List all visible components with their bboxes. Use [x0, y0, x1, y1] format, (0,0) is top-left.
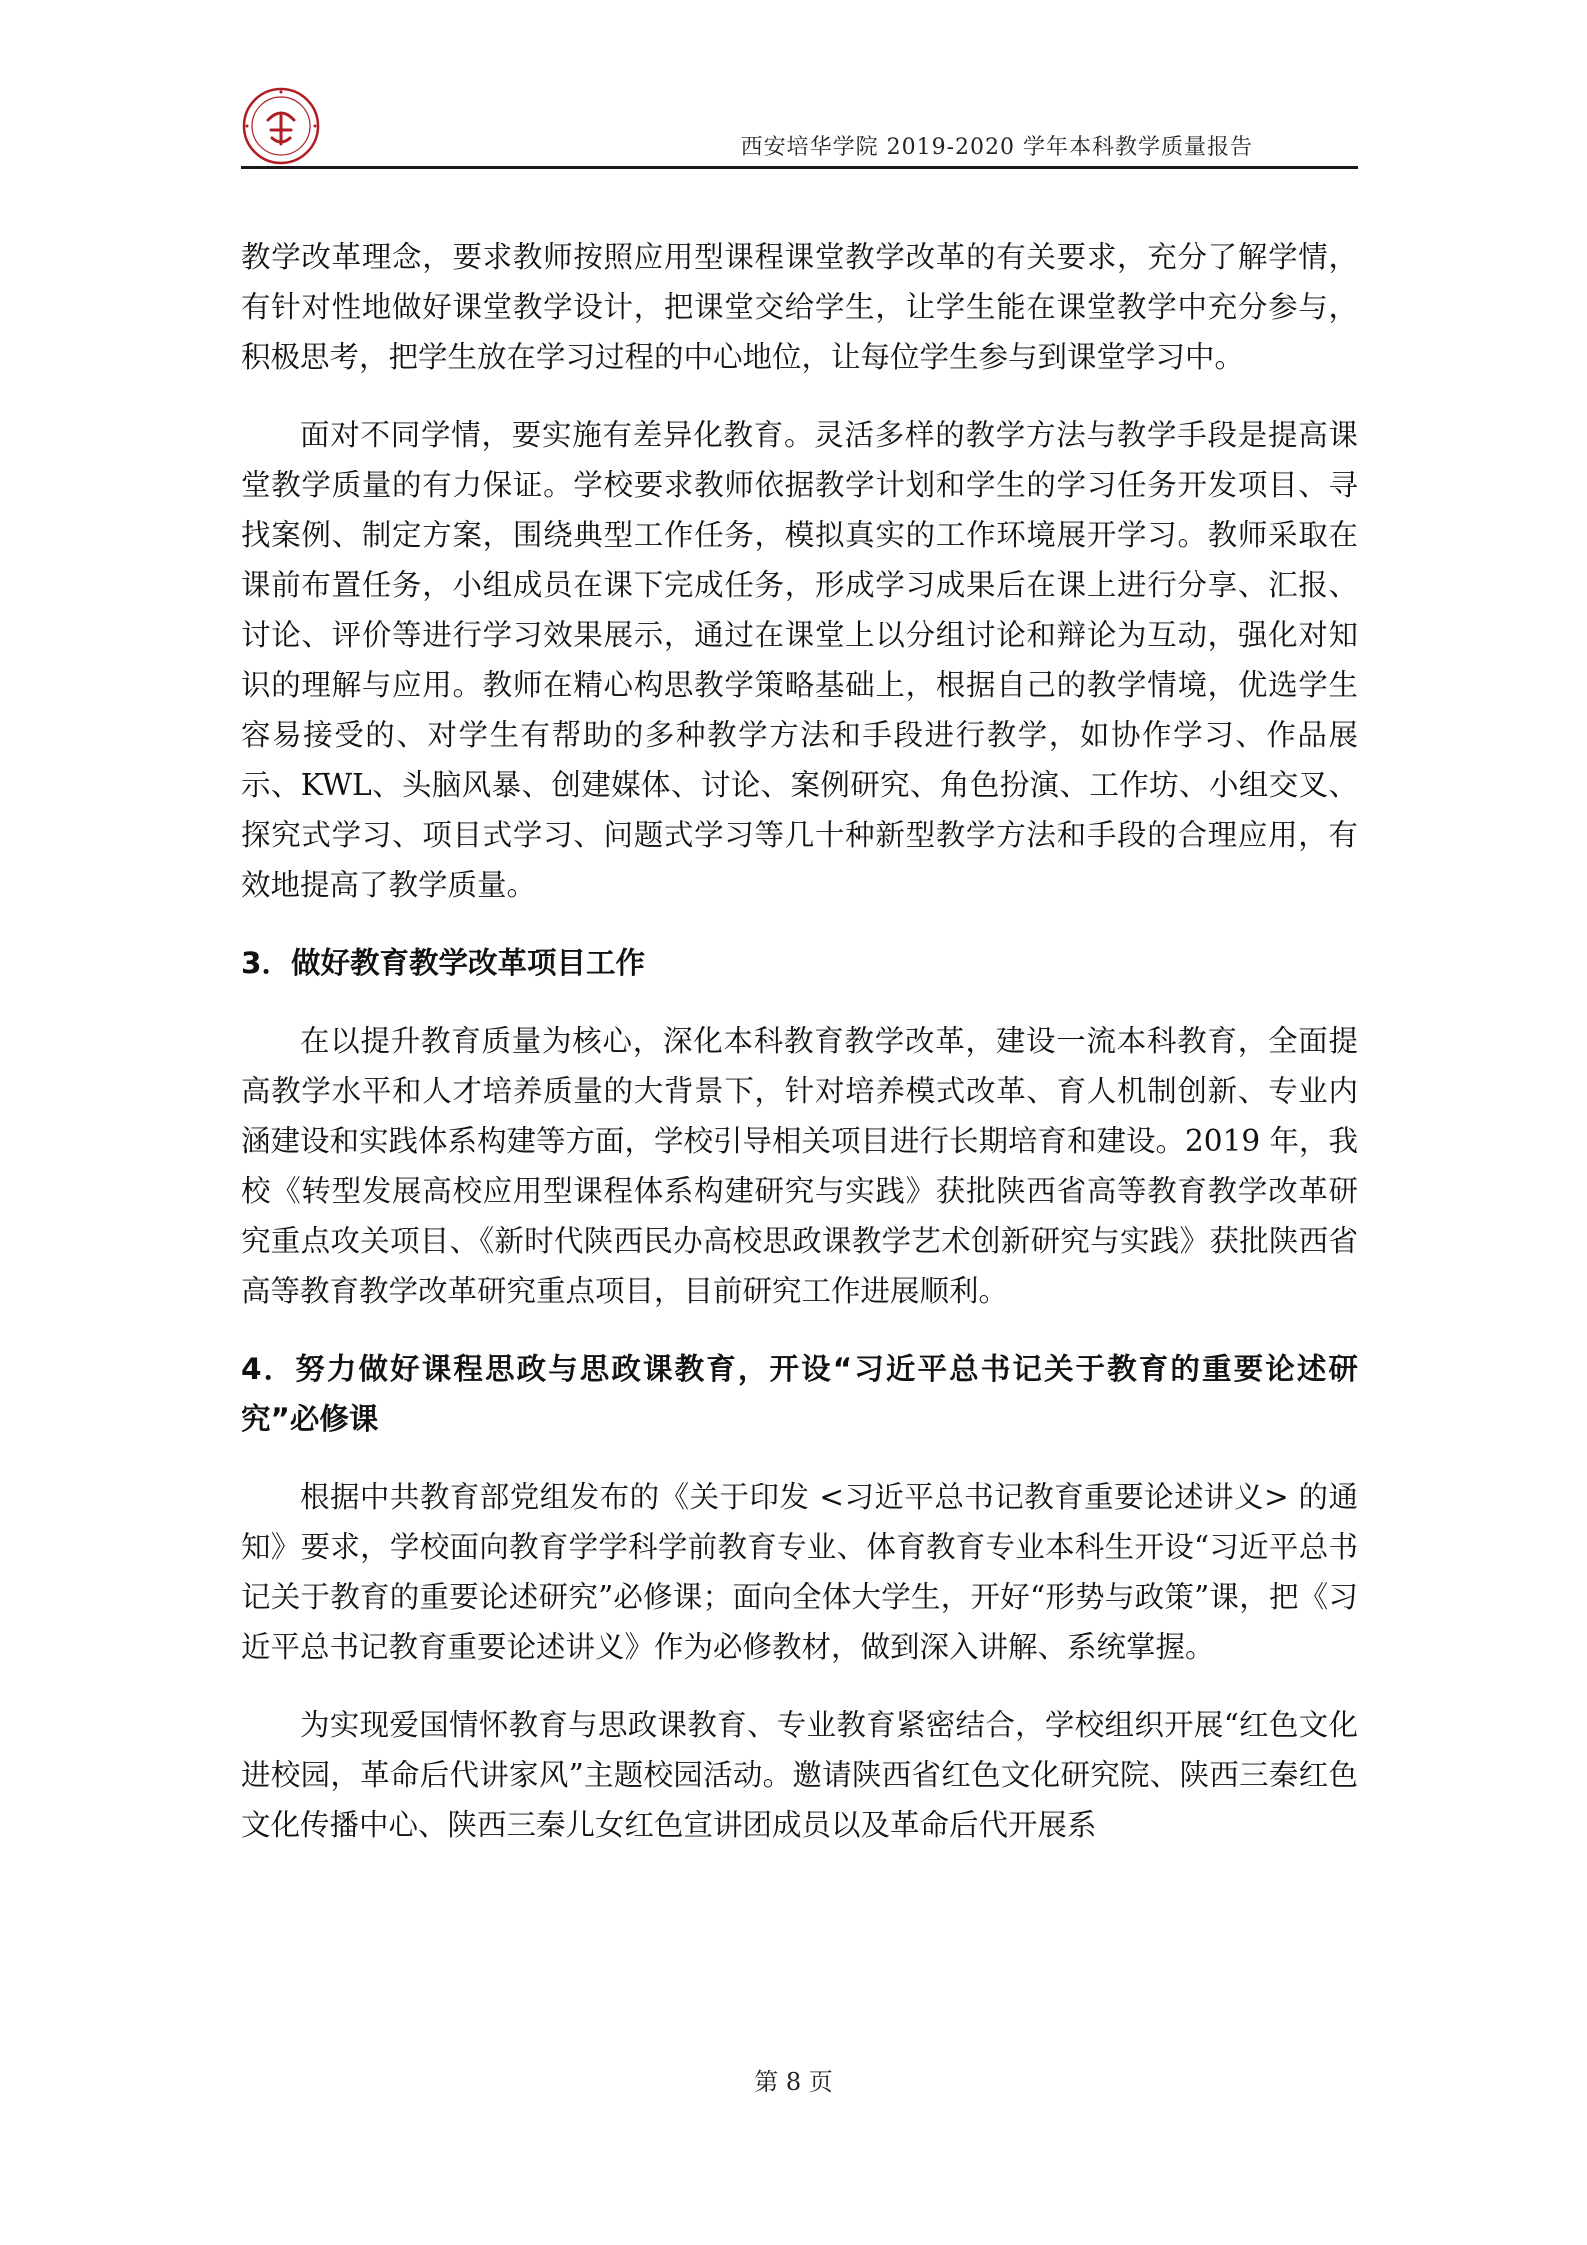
paragraph-reform-projects: 在以提升教育质量为核心，深化本科教育教学改革，建设一流本科教育，全面提高教学水平和人才培养质量的大背景下，针对培养模式改革、育人机制创新、专业内涵建设和实践体系构建等方面，学校引导相关项目进行长期培育和建设。2019 年，我校《转型发展高校应用型课程体系构建研究与实践》获批陕西省高等教育教学改革研究重点攻关项目、《新时代陕西民办高校思政课教学艺术创新研究与实践》获批陕西省高等教育教学改革研究重点项目，目前研究工作进展顺利。: [241, 1024, 1358, 1308]
paragraph-required-course: 根据中共教育部党组发布的《关于印发 <习近平总书记教育重要论述讲义> 的通知》要求，学校面向教育学学科学前教育专业、体育教育专业本科生开设“习近平总书记关于教育的重要论述研究”必修课；面向全体大学生，开好“形势与政策”课，把《习近平总书记教育重要论述讲义》作为必修教材，做到深入讲解、系统掌握。: [241, 1480, 1358, 1664]
page-content: [241, 232, 1358, 1878]
page-number: 第 8 页: [754, 2068, 833, 2096]
report-header-title: 西安培华学院 2019-2020 学年本科教学质量报告: [740, 135, 1253, 160]
paragraph-continued: 教学改革理念，要求教师按照应用型课程课堂教学改革的有关要求，充分了解学情，有针对性地做好课堂教学设计，把课堂交给学生，让学生能在课堂教学中充分参与，积极思考，把学生放在学习过程的中心地位，让每位学生参与到课堂学习中。: [241, 240, 1358, 374]
paragraph-red-culture: 为实现爱国情怀教育与思政课教育、专业教育紧密结合，学校组织开展“红色文化进校园，革命后代讲家风”主题校园活动。邀请陕西省红色文化研究院、陕西三秦红色文化传播中心、陕西三秦儿女红色宣讲团成员以及革命后代开展系: [241, 1708, 1358, 1842]
page-header: [241, 86, 1358, 170]
paragraph-teaching-methods: 面对不同学情，要实施有差异化教育。灵活多样的教学方法与教学手段是提高课堂教学质量的有力保证。学校要求教师依据教学计划和学生的学习任务开发项目、寻找案例、制定方案，围绕典型工作任务，模拟真实的工作环境展开学习。教师采取在课前布置任务，小组成员在课下完成任务，形成学习成果后在课上进行分享、汇报、讨论、评价等进行学习效果展示，通过在课堂上以分组讨论和辩论为互动，强化对知识的理解与应用。教师在精心构思教学策略基础上，根据自己的教学情境，优选学生容易接受的、对学生有帮助的多种教学方法和手段进行教学，如协作学习、作品展示、KWL、头脑风暴、创建媒体、讨论、案例研究、角色扮演、工作坊、小组交叉、探究式学习、项目式学习、问题式学习等几十种新型教学方法和手段的合理应用，有效地提高了教学质量。: [241, 418, 1358, 902]
header-divider: [241, 166, 1358, 169]
section-heading-3: 3．做好教育教学改革项目工作: [241, 946, 646, 980]
university-seal-logo: [241, 86, 321, 166]
section-heading-4: 4．努力做好课程思政与思政课教育，开设“习近平总书记关于教育的重要论述研究”必修课: [241, 1352, 1358, 1436]
